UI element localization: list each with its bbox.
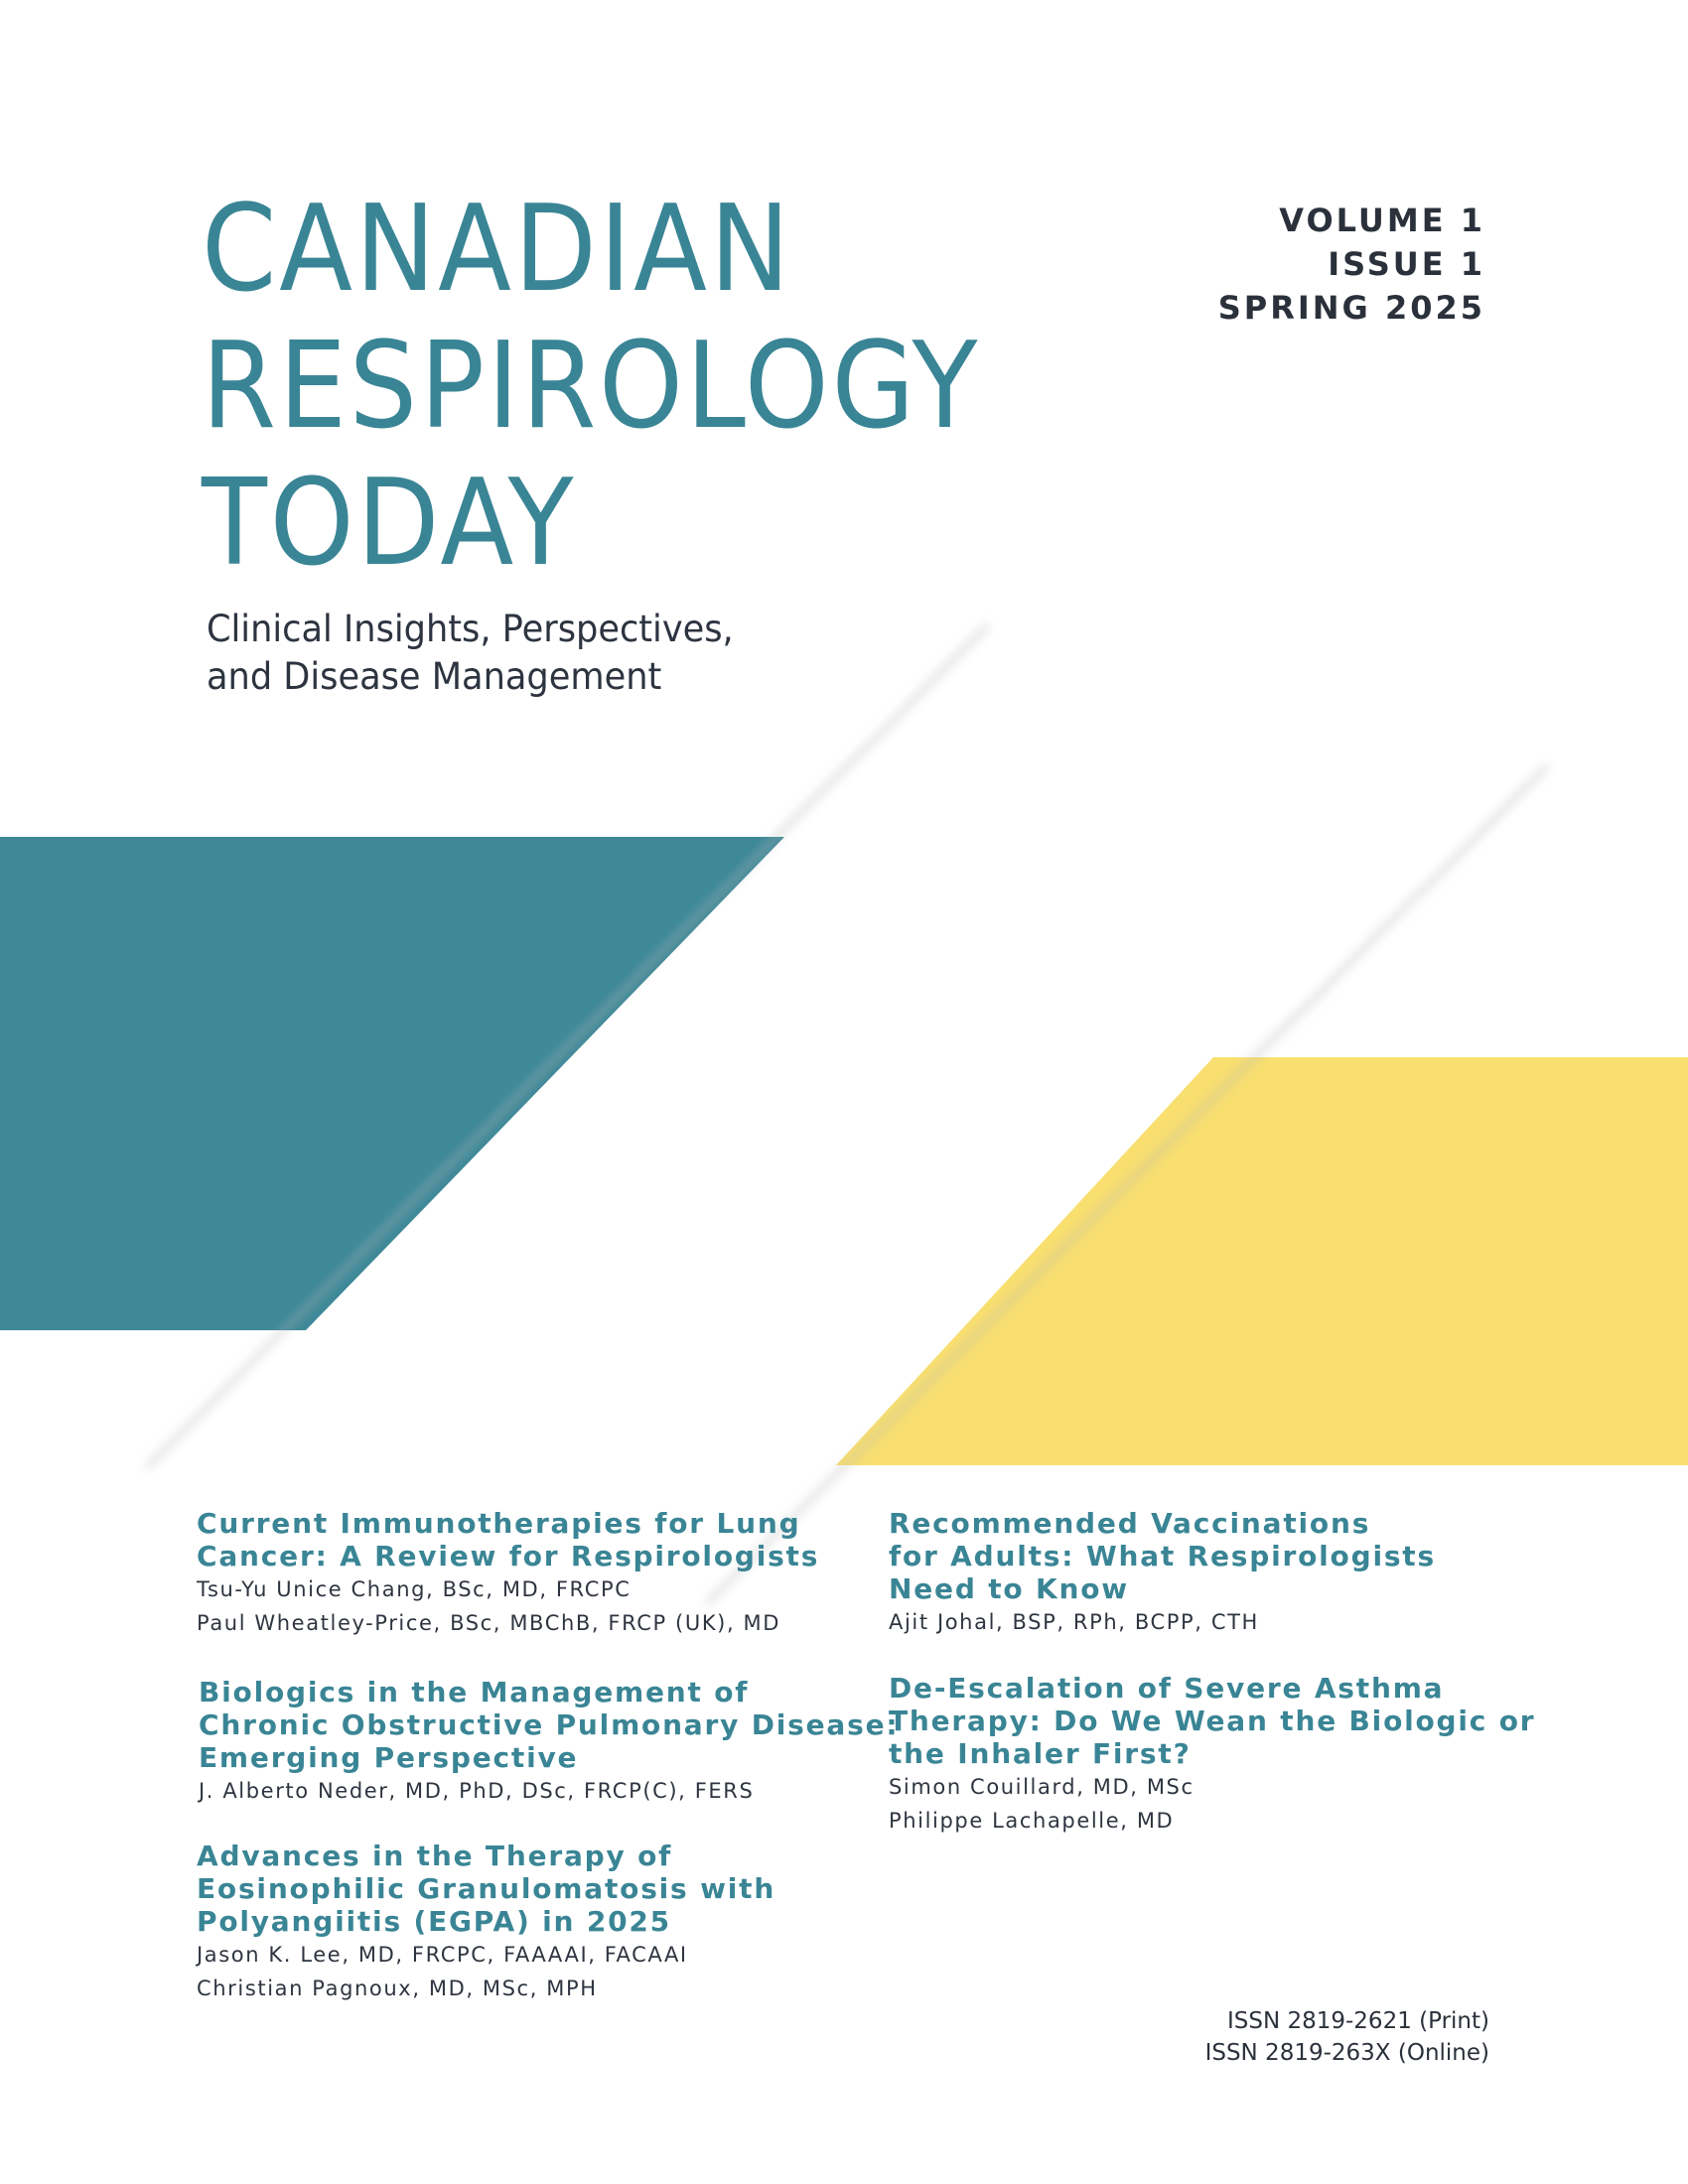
article-title[interactable]: De-Escalation of Severe Asthma Therapy: Do We Wean the Biologic or the Inhaler First? bbox=[889, 1672, 1536, 1770]
article-title[interactable]: Biologics in the Management of Chronic Obstructive Pulmonary Disease: Emerging Perspective bbox=[199, 1676, 900, 1774]
yellow-band bbox=[836, 1057, 1688, 1465]
article-author: Christian Pagnoux, MD, MSc, MPH bbox=[197, 1977, 598, 2000]
subtitle-line-2: and Disease Management bbox=[207, 655, 662, 698]
article-author: Jason K. Lee, MD, FRCPC, FAAAAI, FACAAI bbox=[197, 1943, 688, 1967]
article-author: Simon Couillard, MD, MSc bbox=[889, 1775, 1195, 1799]
article-author: J. Alberto Neder, MD, PhD, DSc, FRCP(C), FERS bbox=[199, 1779, 755, 1803]
title-line-1: CANADIAN bbox=[202, 181, 793, 319]
issue-label: ISSUE 1 bbox=[1328, 245, 1485, 283]
article-author: Ajit Johal, BSP, RPh, BCPP, CTH bbox=[889, 1610, 1259, 1634]
article-egpa[interactable] bbox=[197, 1840, 775, 2005]
article-copd-biologics[interactable] bbox=[199, 1676, 899, 1808]
article-author: Tsu-Yu Unice Chang, BSc, MD, FRCPC bbox=[197, 1577, 632, 1601]
article-vaccinations[interactable] bbox=[889, 1507, 1436, 1639]
volume-label: VOLUME 1 bbox=[1279, 202, 1485, 239]
journal-title bbox=[202, 182, 980, 593]
journal-subtitle bbox=[207, 606, 734, 701]
article-title[interactable]: Advances in the Therapy of Eosinophilic Granulomatosis with Polyangiitis (EGPA) in 2025 bbox=[197, 1840, 776, 1938]
issn-block bbox=[1205, 2005, 1489, 2069]
title-line-2: RESPIROLOGY bbox=[202, 318, 981, 456]
issn-print: ISSN 2819-2621 (Print) bbox=[1226, 2008, 1489, 2034]
title-line-3: TODAY bbox=[202, 455, 577, 593]
article-title[interactable]: Current Immunotherapies for Lung Cancer: A Review for Respirologists bbox=[197, 1507, 820, 1572]
article-lung-cancer[interactable] bbox=[197, 1507, 819, 1640]
article-author: Paul Wheatley-Price, BSc, MBChB, FRCP (UK), MD bbox=[197, 1611, 781, 1635]
teal-band bbox=[0, 837, 784, 1330]
article-asthma-deescalation[interactable] bbox=[889, 1672, 1535, 1838]
article-title[interactable]: Recommended Vaccinations for Adults: What Respirologists Need to Know bbox=[889, 1507, 1436, 1605]
issue-info bbox=[1218, 199, 1485, 330]
subtitle-line-1: Clinical Insights, Perspectives, bbox=[207, 608, 734, 650]
season-label: SPRING 2025 bbox=[1217, 289, 1485, 327]
article-author: Philippe Lachapelle, MD bbox=[889, 1809, 1175, 1833]
issn-online: ISSN 2819-263X (Online) bbox=[1204, 2040, 1489, 2066]
